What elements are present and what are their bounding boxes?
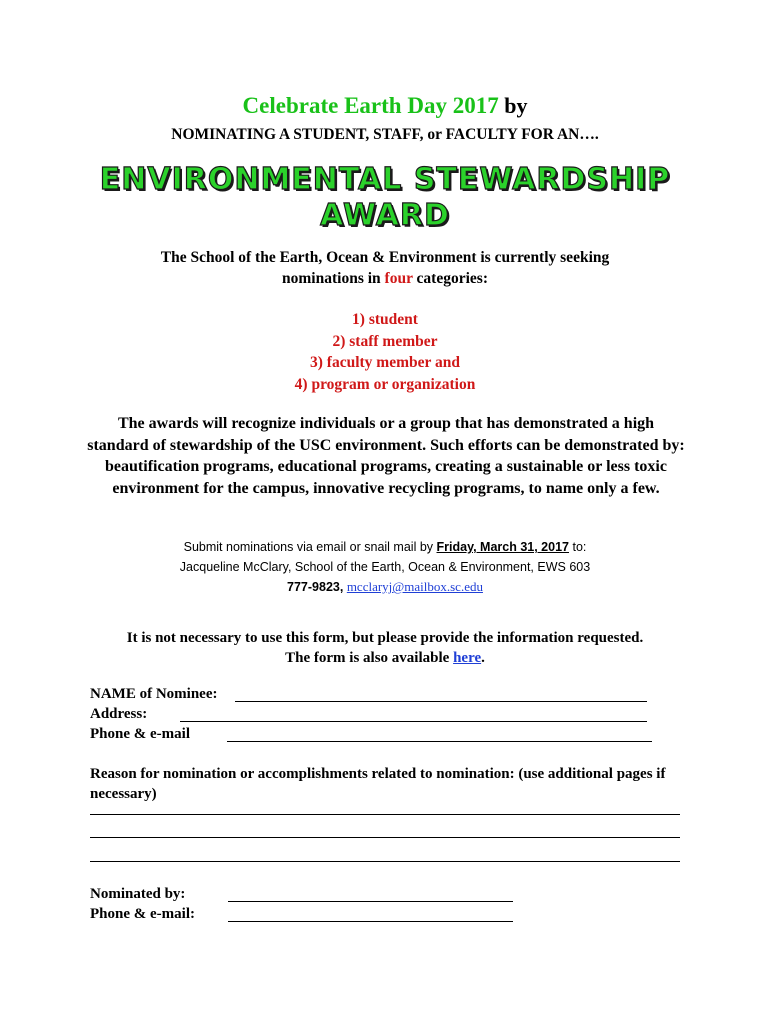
award-heading-line1: ENVIRONMENTAL STEWARDSHIP (99, 162, 671, 197)
nominee-address-field[interactable] (180, 721, 647, 722)
nominator-contact-row (90, 906, 520, 926)
page-title (0, 93, 770, 119)
page-subtitle: NOMINATING A STUDENT, STAFF, or FACULTY FOR AN…. (171, 126, 599, 143)
reason-line-2[interactable] (90, 837, 680, 838)
nominator-name-row (90, 886, 520, 906)
award-heading-line2: AWARD (320, 198, 450, 233)
nominee-contact-field[interactable] (227, 741, 652, 742)
submit-line1 (0, 537, 770, 557)
category-item: 2) staff member (332, 332, 438, 350)
nominee-name-label: NAME of Nominee: (90, 686, 218, 702)
intro-line1: The School of the Earth, Ocean & Environment is currently seeking (160, 249, 610, 266)
submit-line1-after: to: (572, 540, 587, 554)
note-line2-before: The form is also available (285, 650, 450, 666)
nominee-address-label: Address: (90, 706, 148, 722)
category-item: 3) faculty member and (310, 354, 460, 371)
submit-line2: Jacqueline McClary, School of the Earth, Ocean & Environment, EWS 603 (179, 560, 591, 574)
nominator-contact-field[interactable] (228, 921, 513, 922)
form-here-link[interactable]: here (453, 650, 482, 666)
submit-line1-before: Submit nominations via email or snail mail by (183, 540, 434, 554)
nominator-name-field[interactable] (228, 901, 513, 902)
contact-email-link[interactable]: mcclaryj@mailbox.sc.edu (346, 579, 483, 594)
category-item: 4) program or organization (294, 375, 476, 393)
submit-line3 (0, 577, 770, 597)
nominee-contact-label: Phone & e-mail (90, 726, 190, 742)
awards-description: The awards will recognize individuals or a group that has demonstrated a high standard of stewardship of the USC environment. Such efforts can be demonstrated by: beautification programs, educational programs, creating a sustainable or less toxic environment for the campus, innovative recycling programs, to name only a few. (87, 415, 685, 497)
reason-line-1[interactable] (90, 814, 680, 815)
intro-line2-after: categories: (416, 270, 488, 287)
form-note (0, 628, 770, 668)
intro-line2-before: nominations in (282, 270, 381, 287)
nominee-name-row (90, 686, 650, 706)
submit-deadline: Friday, March 31, 2017 (436, 540, 569, 554)
nominee-address-row (90, 706, 650, 726)
note-line2 (0, 648, 770, 668)
category-item: 1) student (352, 311, 418, 328)
nominator-name-label: Nominated by: (90, 886, 186, 902)
title-suffix: by (504, 93, 528, 118)
submission-info (0, 537, 770, 597)
nominator-contact-label: Phone & e-mail: (90, 906, 195, 922)
contact-phone: 777-9823, (287, 580, 344, 594)
award-heading (0, 162, 770, 234)
title-earth-day: Celebrate Earth Day 2017 (242, 93, 499, 118)
intro-highlight-four: four (384, 270, 413, 287)
reason-label: Reason for nomination or accomplishments related to nomination: (use additional pages if necessary) (90, 766, 666, 802)
note-line2-after: . (481, 650, 485, 666)
reason-line-3[interactable] (90, 861, 680, 862)
intro-paragraph (0, 247, 770, 289)
nominee-name-field[interactable] (235, 701, 647, 702)
nominee-contact-row (90, 726, 655, 746)
note-line1: It is not necessary to use this form, but please provide the information requested. (126, 630, 644, 646)
category-list (0, 309, 770, 395)
intro-line2 (0, 268, 770, 289)
